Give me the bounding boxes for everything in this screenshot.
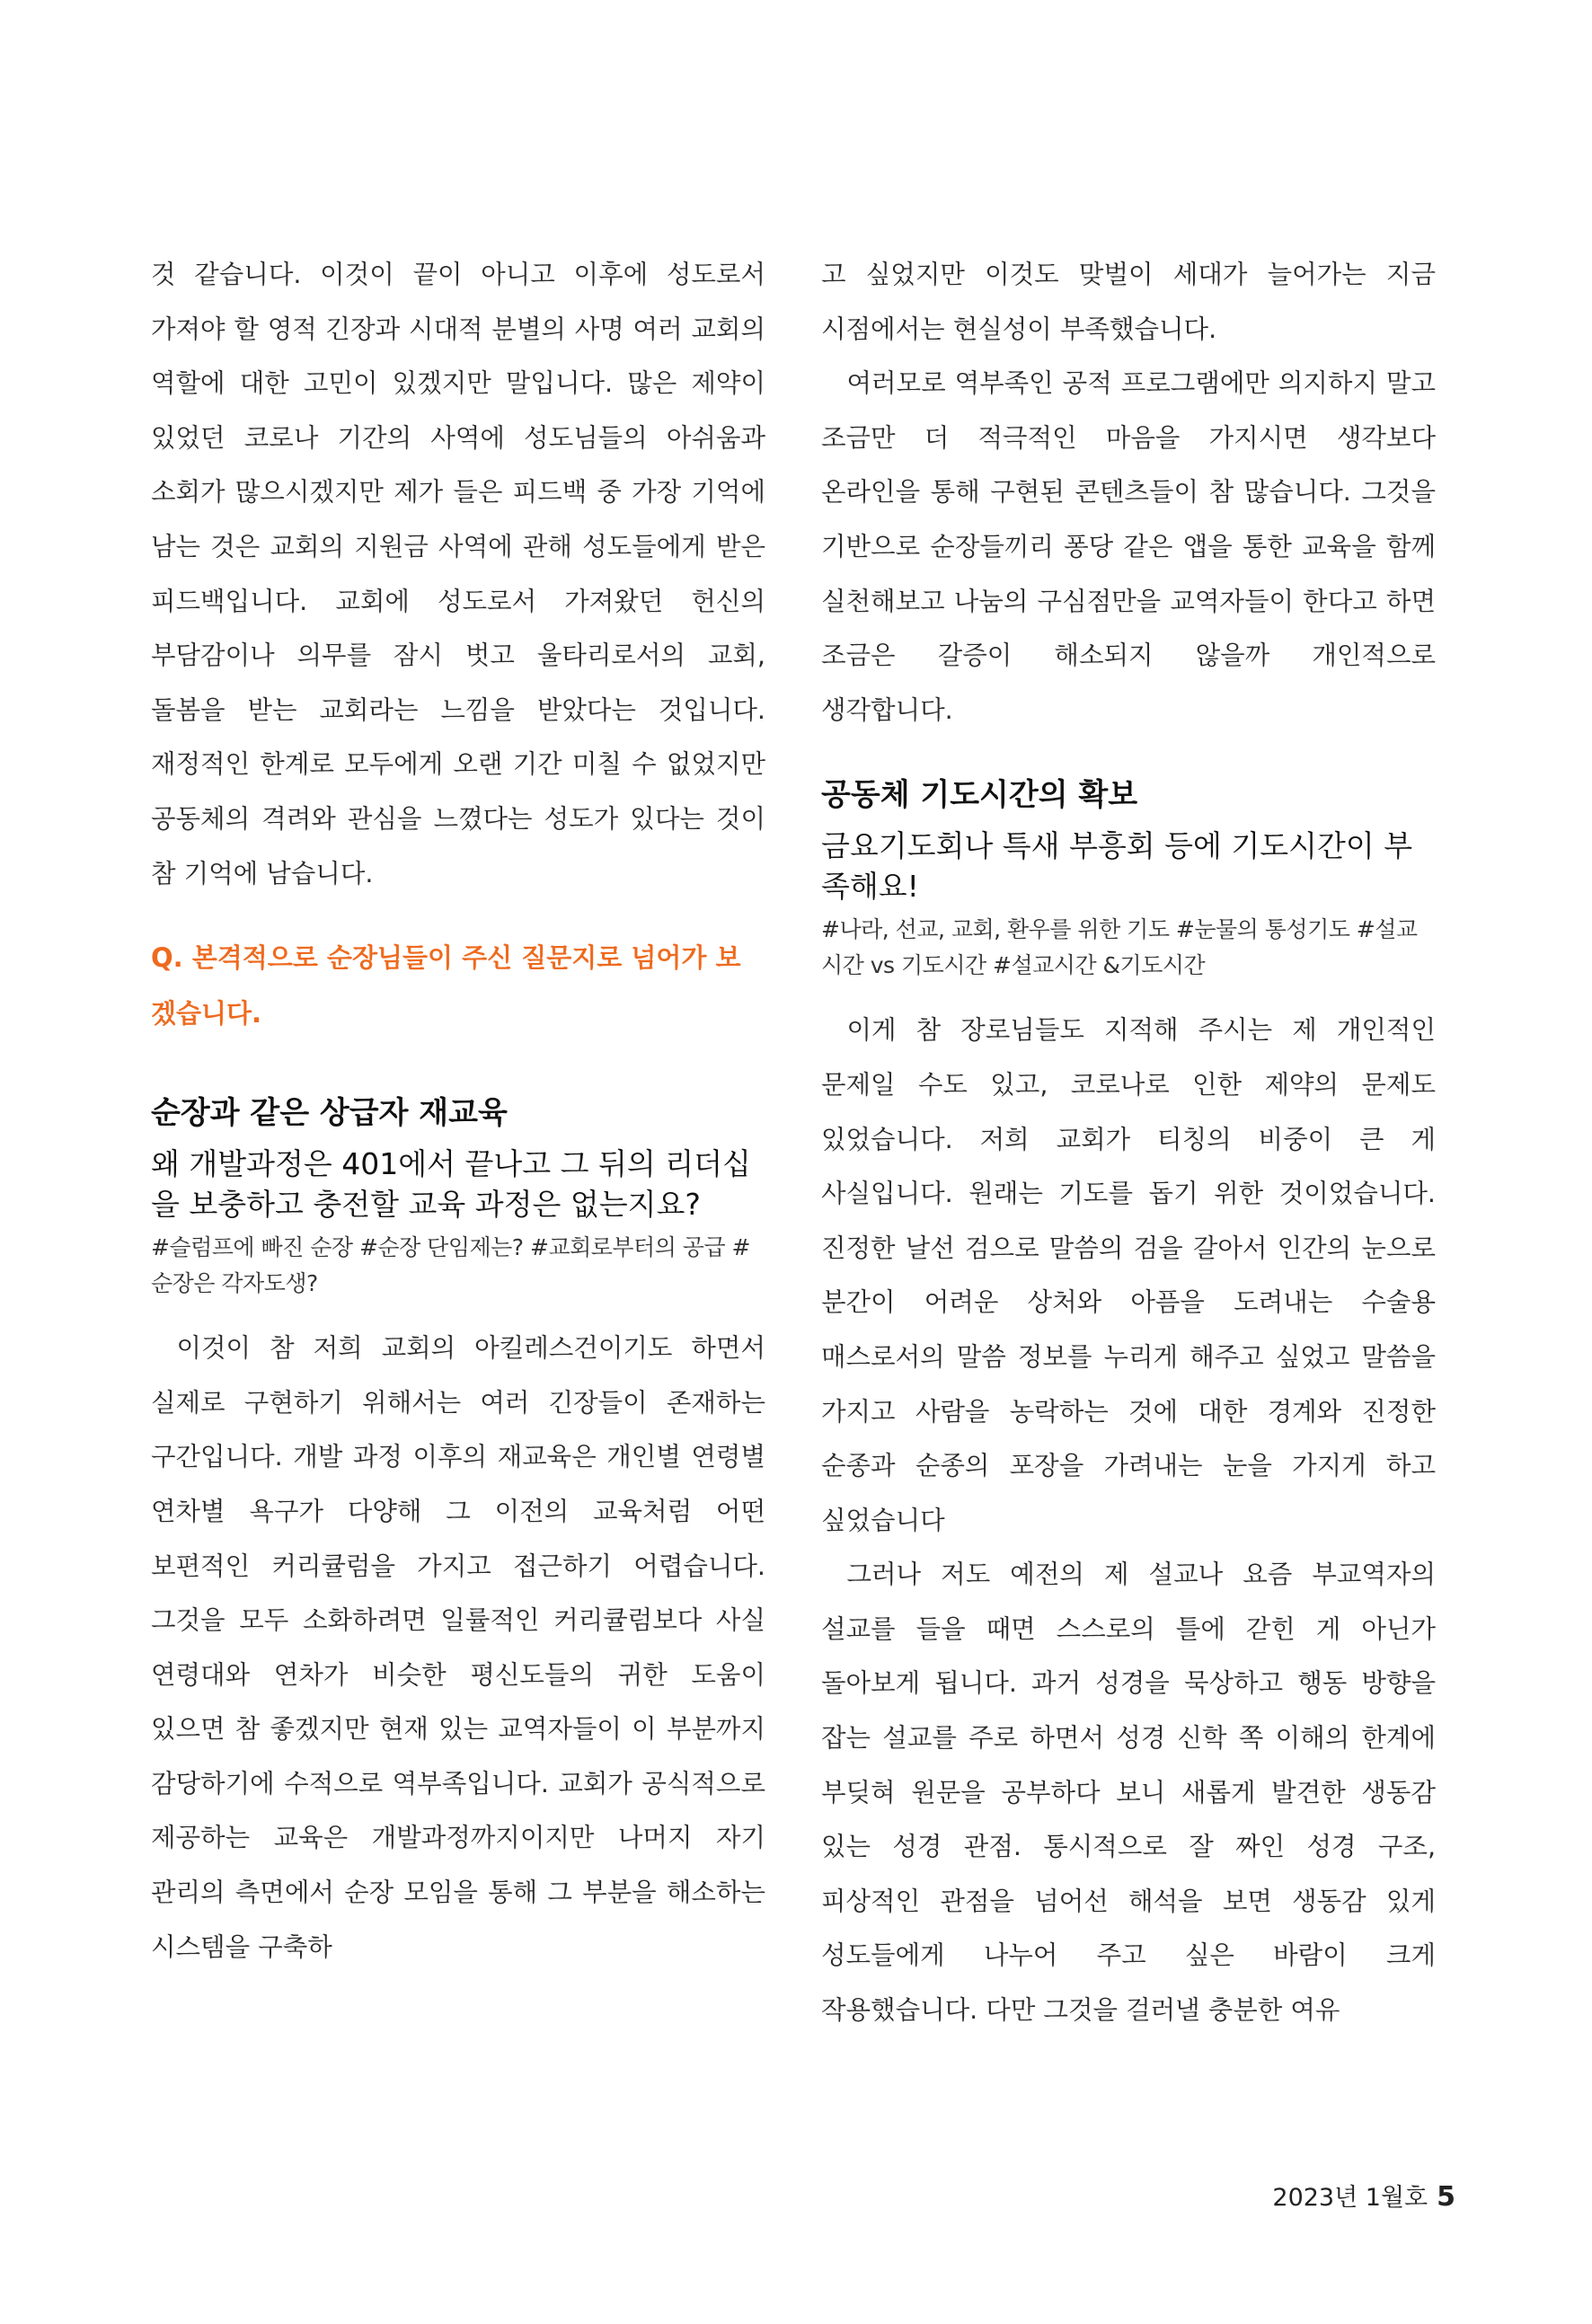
body-paragraph: 여러모로 역부족인 공적 프로그램에만 의지하지 말고 조금만 더 적극적인 마음을 가지시면 생각보다 온라인을 통해 구현된 콘텐츠들이 참 많습니다. 그것을 기반으로 순장들끼리 퐁당 같은 앱을 통한 교육을 함께 실천해보고 나눔의 구심점만을 교역자들이 한다고 하면 조금은 갈증이 해소되지 않을까 개인적으로 생각합니다.	[821, 368, 1436, 725]
section-tags: #슬럼프에 빠진 순장 #순장 단임제는? #교회로부터의 공급 #순장은 각자도생?	[151, 1234, 750, 1297]
body-paragraph: 것 같습니다. 이것이 끝이 아니고 이후에 성도로서 가져야 할 영적 긴장과 시대적 분별의 사명 여러 교회의 역할에 대한 고민이 있겠지만 말입니다. 많은 제약이 있었던 코로나 기간의 사역에 성도님들의 아쉬움과 소회가 많으시겠지만 제가 들은 피드백 중 가장 기억에 남는 것은 교회의 지원금 사역에 관해 성도들에게 받은 피드백입니다. 교회에 성도로서 가져왔던 헌신의 부담감이나 의무를 잠시 벗고 울타리로서의 교회, 돌봄을 받는 교회라는 느낌을 받았다는 것입니다. 재정적인 한계로 모두에게 오랜 기간 미칠 수 없었지만 공동체의 격려와 관심을 느꼈다는 성도가 있다는 것이 참 기억에 남습니다.	[151, 260, 765, 888]
page-number: 5	[1437, 2181, 1455, 2213]
body-paragraph: 고 싶었지만 이것도 맞벌이 세대가 늘어가는 지금 시점에서는 현실성이 부족했습니다.	[821, 260, 1436, 344]
interview-question: Q. 본격적으로 순장님들이 주신 질문지로 넘어가 보겠습니다.	[151, 942, 741, 1029]
section-tags: #나라, 선교, 교회, 환우를 위한 기도 #눈물의 통성기도 #설교시간 vs 기도시간 #설교시간 &기도시간	[821, 916, 1418, 979]
body-paragraph: 그러나 저도 예전의 제 설교나 요즘 부교역자의 설교를 들을 때면 스스로의 틀에 갇힌 게 아닌가 돌아보게 됩니다. 과거 성경을 묵상하고 행동 방향을 잡는 설교를 주로 하면서 성경 신학 쪽 이해의 한계에 부딪혀 원문을 공부하다 보니 새롭게 발견한 생동감 있는 성경 관점. 통시적으로 잘 짜인 성경 구조, 피상적인 관점을 넘어선 해석을 보면 생동감 있게 성도들에게 나누어 주고 싶은 바람이 크게 작용했습니다. 다만 그것을 걸러낼 충분한 여유	[821, 1560, 1436, 2026]
section-title: 순장과 같은 상급자 재교육	[151, 1095, 508, 1132]
body-paragraph: 이것이 참 저희 교회의 아킬레스건이기도 하면서 실제로 구현하기 위해서는 여러 긴장들이 존재하는 구간입니다. 개발 과정 이후의 재교육은 개인별 연령별 연차별 욕구가 다양해 그 이전의 교육처럼 어떤 보편적인 커리큘럼을 가지고 접근하기 어렵습니다. 그것을 모두 소화하려면 일률적인 커리큘럼보다 사실 연령대와 연차가 비슷한 평신도들의 귀한 도움이 있으면 참 좋겠지만 현재 있는 교역자들이 이 부분까지 감당하기에 수적으로 역부족입니다. 교회가 공식적으로 제공하는 교육은 개발과정까지이지만 나머지 자기 관리의 측면에서 순장 모임을 통해 그 부분을 해소하는 시스템을 구축하	[151, 1333, 765, 1962]
body-paragraph: 이게 참 장로님들도 지적해 주시는 제 개인적인 문제일 수도 있고, 코로나로 인한 제약의 문제도 있었습니다. 저희 교회가 티칭의 비중이 큰 게 사실입니다. 원래는 기도를 돕기 위한 것이었습니다. 진정한 날선 검으로 말씀의 검을 갈아서 인간의 눈으로 분간이 어려운 상처와 아픔을 도려내는 수술용 매스로서의 말씀 정보를 누리게 해주고 싶었고 말씀을 가지고 사람을 농락하는 것에 대한 경계와 진정한 순종과 순종의 포장을 가려내는 눈을 가지게 하고 싶었습니다	[821, 1015, 1436, 1535]
section-subtitle: 금요기도회나 특새 부흥회 등에 기도시간이 부족해요!	[821, 828, 1413, 905]
page-footer	[1272, 2178, 1455, 2213]
left-column	[151, 248, 765, 1975]
section-subtitle: 왜 개발과정은 401에서 끝나고 그 뒤의 리더십을 보충하고 충전할 교육 과정은 없는지요?	[151, 1146, 751, 1223]
right-column	[821, 248, 1436, 2038]
issue-label: 2023년 1월호	[1272, 2184, 1428, 2212]
section-title: 공동체 기도시간의 확보	[821, 777, 1138, 814]
